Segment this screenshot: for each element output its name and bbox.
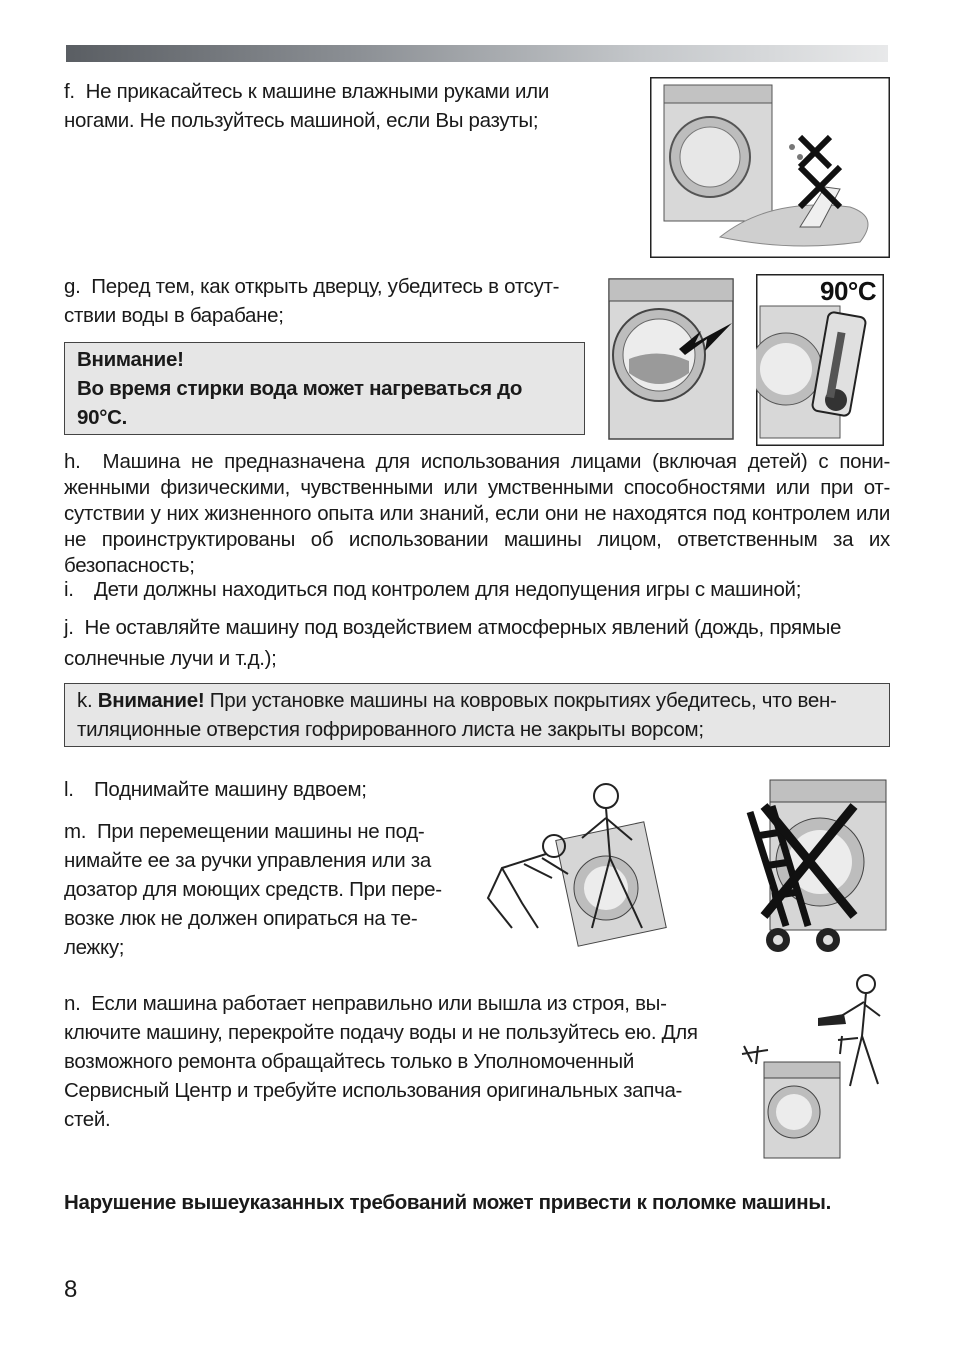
item-n-text: Если машина работает неправильно или вышла из строя, вы-ключите машину, перекройте подачу воды и не пользуйтесь ею. Для возможного ремонта обращайтесь только в Уполномоченный Сервисный Центр и требуйте использования оригинальных запча-стей. (64, 992, 698, 1131)
item-m-text: При перемещении машины не под-нимайте ее за ручки управления или за дозатор для моющих средств. При пере-возке люк не должен опираться на те-лежку; (64, 820, 442, 959)
illustration-no-trolley (742, 776, 890, 958)
item-l-letter: l. (64, 778, 74, 801)
item-f-text: Не прикасайтесь к машине влажными руками или ногами. Не пользуйтесь машиной, если Вы разуты; (64, 80, 549, 132)
item-i-letter: i. (64, 578, 74, 601)
item-g-text: Перед тем, как открыть дверцу, убедитесь в отсут-ствии воды в барабане; (64, 275, 560, 327)
item-k-title: Внимание! (97, 689, 205, 712)
header-gradient-bar (66, 45, 888, 62)
page-number: 8 (64, 1276, 78, 1303)
item-h (64, 449, 890, 579)
illustration-two-people-lifting (482, 778, 672, 948)
warning-title: Внимание! (77, 348, 184, 371)
illustration-service-call (738, 966, 890, 1162)
item-f (64, 77, 584, 135)
item-i-text: Дети должны находиться под контролем для недопущения игры с машиной; (94, 578, 802, 601)
item-m-letter: m. (64, 820, 87, 843)
item-g-letter: g. (64, 275, 81, 298)
item-l (64, 775, 484, 804)
item-j-letter: j. (64, 616, 74, 639)
item-h-letter: h. (64, 450, 81, 473)
warning-box-hot-water (64, 342, 585, 435)
item-i (64, 575, 890, 604)
item-k-text: При установке машины на ковровых покрытиях убедитесь, что вен-тиляционные отверстия гофрированного листа не закрыты ворсом; (77, 689, 837, 741)
item-n-letter: n. (64, 992, 81, 1015)
warning-box-carpet (64, 683, 890, 747)
item-m (64, 817, 459, 962)
item-f-letter: f. (64, 80, 75, 103)
item-h-text: Машина не предназначена для использования лицами (включая детей) с пони-женными физическими, чувственными или умственными способностями или при от-сутствии у них жизненного опыта или знаний, если они не находятся под контролем или не проинструктированы об использовании машины лицом, ответственным за их безопасность; (64, 450, 890, 577)
conclusion-text: Нарушение вышеуказанных требований может привести к поломке машины. (64, 1191, 831, 1214)
item-g (64, 272, 589, 330)
illustration-water-in-drum (607, 277, 737, 444)
item-j-text: Не оставляйте машину под воздействием атмосферных явлений (дождь, прямые солнечные лучи и т.д.); (64, 616, 842, 670)
item-j (64, 612, 890, 674)
item-n (64, 989, 704, 1134)
warning-text: Во время стирки вода может нагреваться до 90°С. (77, 377, 523, 429)
temperature-label: 90°C (820, 276, 877, 306)
illustration-wet-hands (650, 77, 890, 258)
item-k-letter: k. (77, 689, 93, 712)
item-l-text: Поднимайте машину вдвоем; (94, 778, 367, 801)
